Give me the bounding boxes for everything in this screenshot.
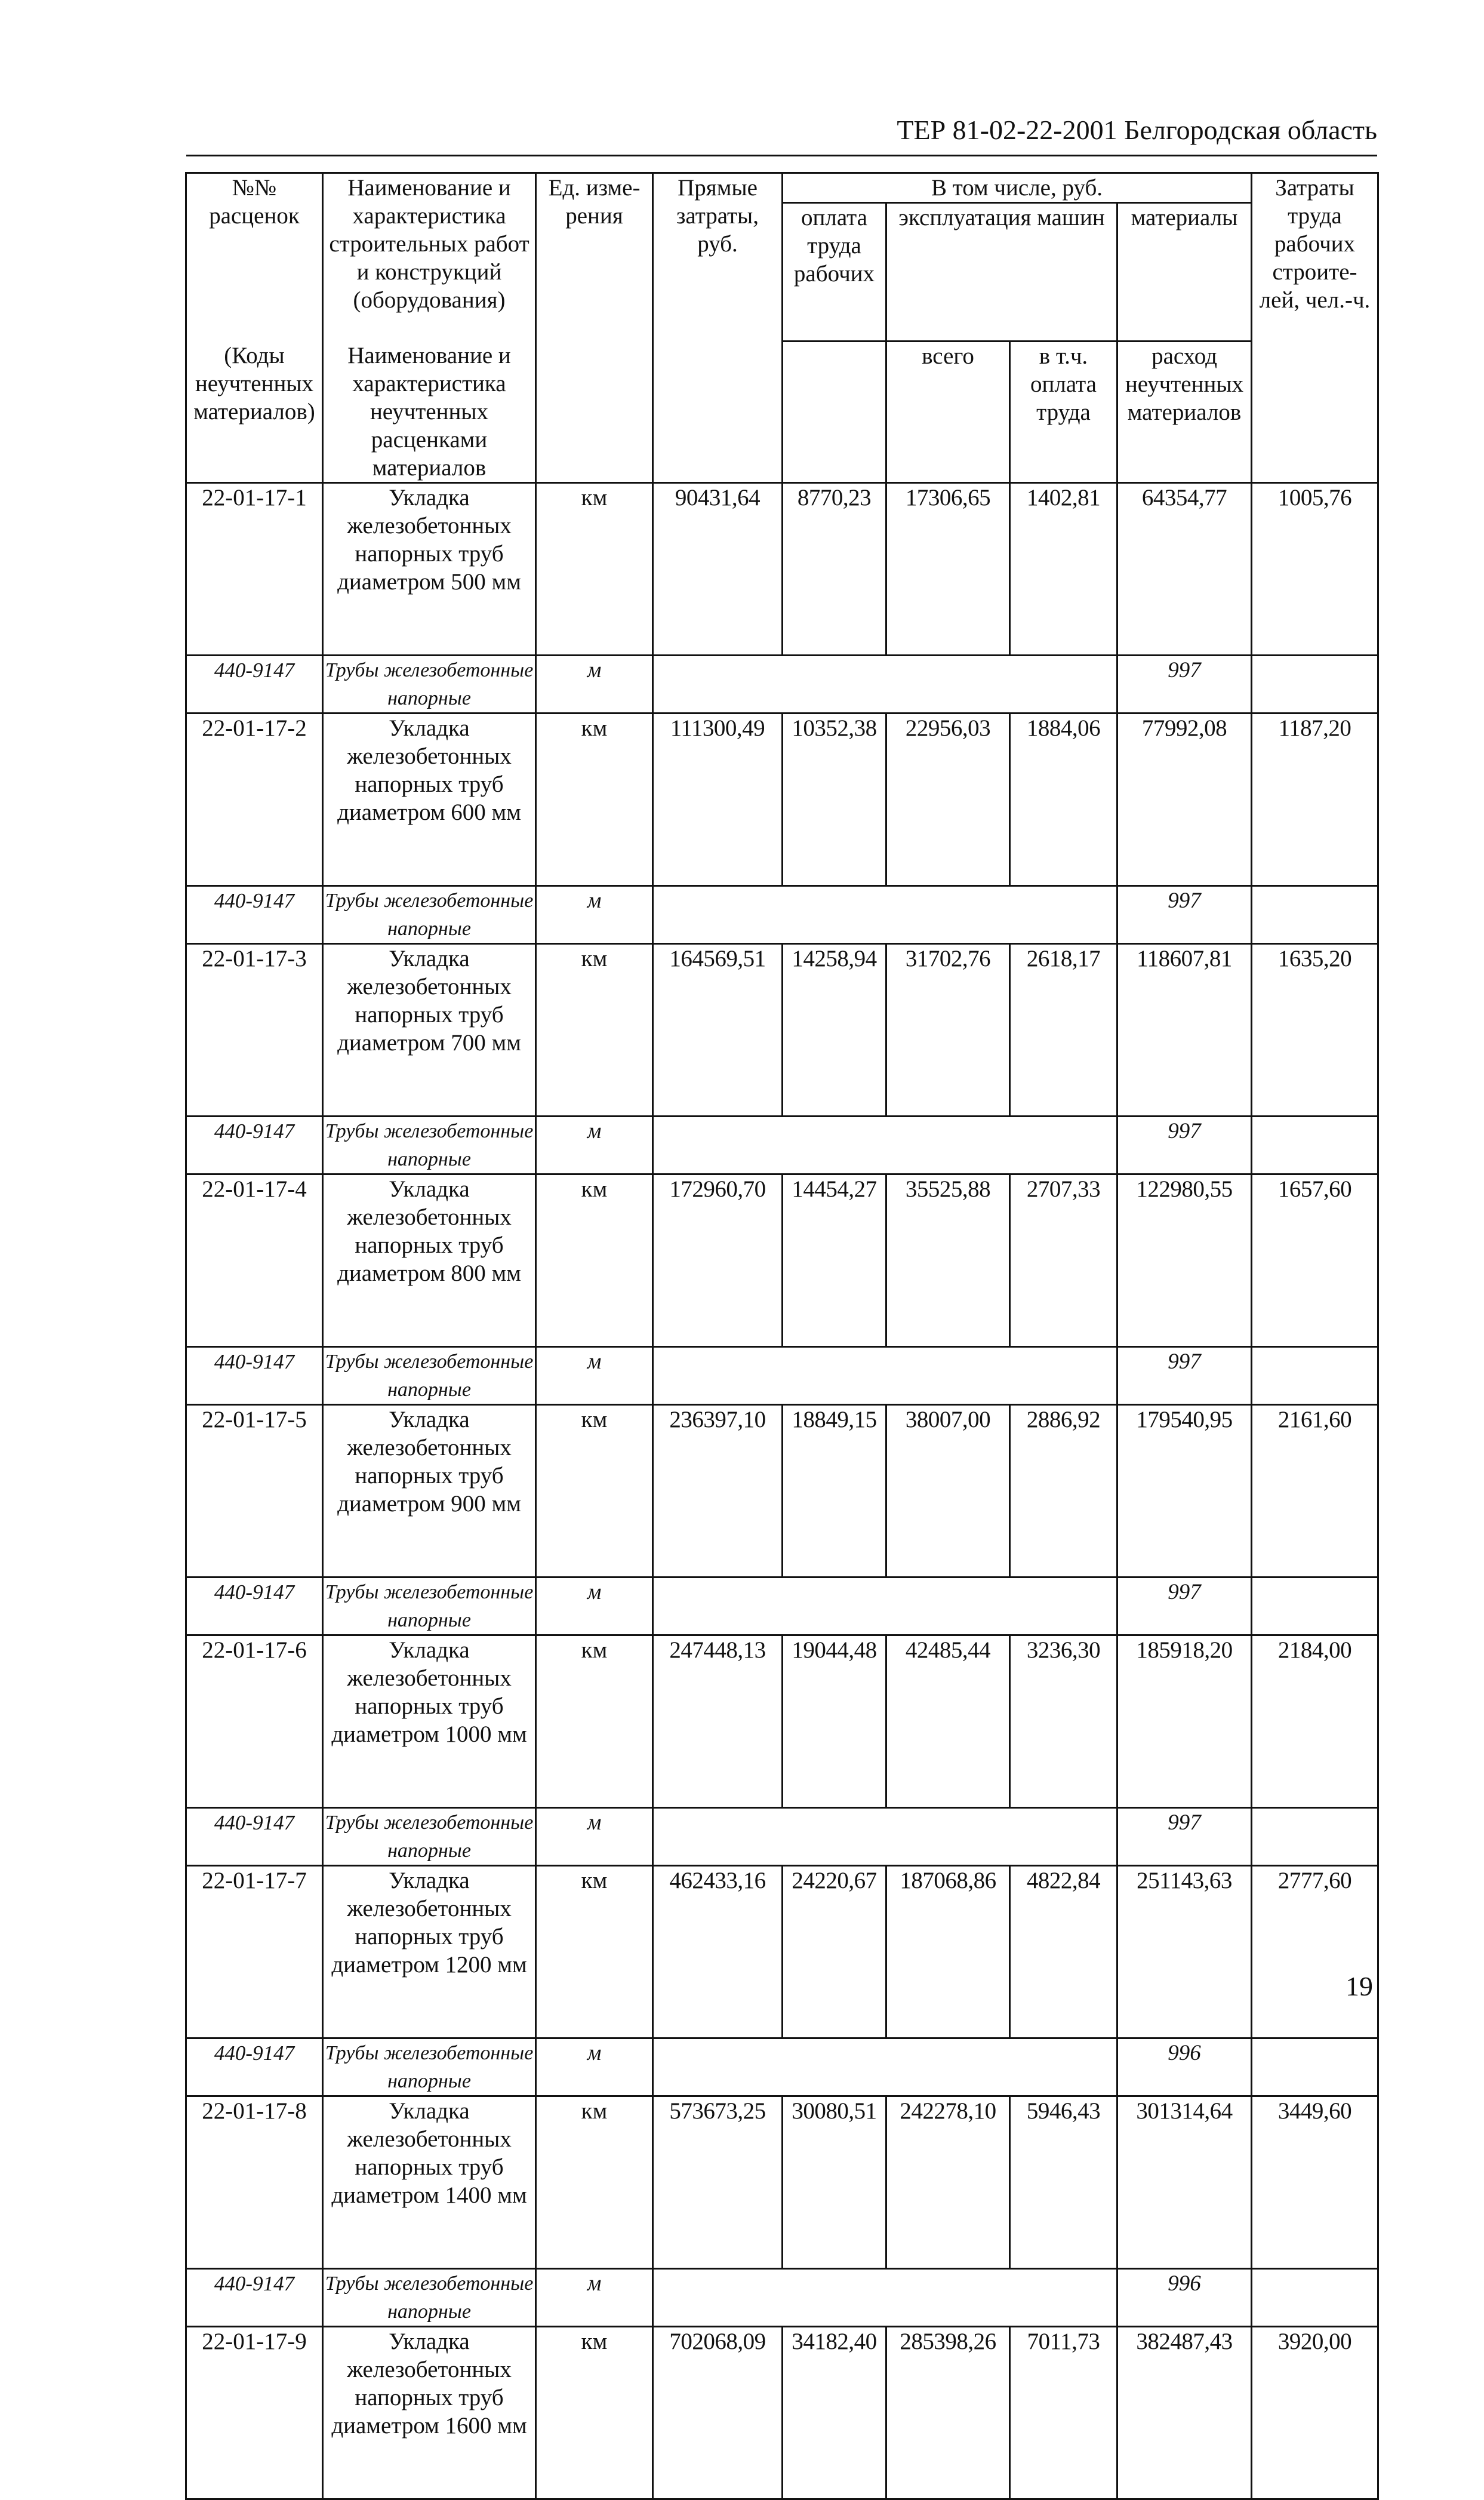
material-row <box>186 2268 1378 2326</box>
machines-wages-cell: 2886,92 <box>1010 1404 1117 1577</box>
material-unit-cell: м <box>536 655 653 713</box>
material-labor-blank-cell <box>1252 2268 1378 2326</box>
material-labor-blank-cell <box>1252 1807 1378 1865</box>
material-unit-cell: м <box>536 1346 653 1404</box>
col-header-labor: Затраты труда рабочих строите-лей, чел.-ч. <box>1252 173 1378 483</box>
material-qty-cell: 996 <box>1117 2038 1252 2096</box>
work-name-cell: Укладка железобетонных напорных труб диаметром 1000 мм <box>323 1635 536 1807</box>
material-labor-blank-cell <box>1252 885 1378 943</box>
materials-cell: 251143,63 <box>1117 1865 1252 2038</box>
unit-cell: км <box>536 2096 653 2268</box>
materials-cell: 64354,77 <box>1117 482 1252 655</box>
materials-cell: 185918,20 <box>1117 1635 1252 1807</box>
table-row <box>186 1174 1378 1346</box>
material-code-cell: 440-9147 <box>186 1577 323 1635</box>
wages-cell: 14258,94 <box>783 943 886 1116</box>
unit-cell: км <box>536 943 653 1116</box>
material-blank-cell <box>653 1577 1117 1635</box>
col-header-wages: оплата труда рабочих <box>783 203 886 342</box>
col-header-materials: материалы <box>1117 203 1252 342</box>
material-blank-cell <box>653 1807 1117 1865</box>
col-header-machines: эксплуатация машин <box>886 203 1117 342</box>
direct-cost-cell: 573673,25 <box>653 2096 783 2268</box>
machines-total-cell: 17306,65 <box>886 482 1010 655</box>
machines-wages-cell: 4822,84 <box>1010 1865 1117 2038</box>
material-name-cell: Трубы железобетонные напорные <box>323 1346 536 1404</box>
material-blank-cell <box>653 2038 1117 2096</box>
machines-wages-cell: 1884,06 <box>1010 713 1117 885</box>
material-unit-cell: м <box>536 2038 653 2096</box>
col-header-mat-code: (Коды неучтенных материалов) <box>186 342 323 483</box>
col-header-unit: Ед. изме-рения <box>536 173 653 483</box>
work-name-cell: Укладка железобетонных напорных труб диаметром 1600 мм <box>323 2326 536 2499</box>
rate-code-cell: 22-01-17-6 <box>186 1635 323 1807</box>
table-row <box>186 1404 1378 1577</box>
table-row <box>186 1635 1378 1807</box>
labor-hours-cell: 2777,60 <box>1252 1865 1378 2038</box>
rate-code-cell: 22-01-17-3 <box>186 943 323 1116</box>
table-row <box>186 2096 1378 2268</box>
rate-code-cell: 22-01-17-7 <box>186 1865 323 2038</box>
direct-cost-cell: 462433,16 <box>653 1865 783 2038</box>
machines-wages-cell: 2618,17 <box>1010 943 1117 1116</box>
material-qty-cell: 997 <box>1117 655 1252 713</box>
col-header-code: №№ расценок <box>186 173 323 342</box>
material-name-cell: Трубы железобетонные напорные <box>323 1116 536 1174</box>
machines-wages-cell: 3236,30 <box>1010 1635 1117 1807</box>
material-unit-cell: м <box>536 1116 653 1174</box>
rate-code-cell: 22-01-17-2 <box>186 713 323 885</box>
material-blank-cell <box>653 885 1117 943</box>
unit-cell: км <box>536 713 653 885</box>
direct-cost-cell: 164569,51 <box>653 943 783 1116</box>
material-labor-blank-cell <box>1252 655 1378 713</box>
work-name-cell: Укладка железобетонных напорных труб диаметром 900 мм <box>323 1404 536 1577</box>
material-row <box>186 885 1378 943</box>
rate-code-cell: 22-01-17-9 <box>186 2326 323 2499</box>
rate-code-cell: 22-01-17-8 <box>186 2096 323 2268</box>
direct-cost-cell: 172960,70 <box>653 1174 783 1346</box>
material-name-cell: Трубы железобетонные напорные <box>323 2268 536 2326</box>
material-row <box>186 655 1378 713</box>
col-header-group: В том числе, руб. <box>783 173 1252 203</box>
machines-wages-cell: 1402,81 <box>1010 482 1117 655</box>
table-row <box>186 482 1378 655</box>
labor-hours-cell: 3449,60 <box>1252 2096 1378 2268</box>
material-name-cell: Трубы железобетонные напорные <box>323 1577 536 1635</box>
material-blank-cell <box>653 1116 1117 1174</box>
materials-cell: 382487,43 <box>1117 2326 1252 2499</box>
material-unit-cell: м <box>536 1577 653 1635</box>
materials-cell: 301314,64 <box>1117 2096 1252 2268</box>
material-unit-cell: м <box>536 885 653 943</box>
machines-total-cell: 242278,10 <box>886 2096 1010 2268</box>
direct-cost-cell: 247448,13 <box>653 1635 783 1807</box>
material-labor-blank-cell <box>1252 1116 1378 1174</box>
material-unit-cell: м <box>536 1807 653 1865</box>
material-qty-cell: 997 <box>1117 1116 1252 1174</box>
table-row <box>186 2326 1378 2499</box>
machines-total-cell: 187068,86 <box>886 1865 1010 2038</box>
machines-total-cell: 38007,00 <box>886 1404 1010 1577</box>
direct-cost-cell: 236397,10 <box>653 1404 783 1577</box>
unit-cell: км <box>536 482 653 655</box>
material-row <box>186 1577 1378 1635</box>
page-number: 19 <box>1346 1971 1373 2001</box>
material-name-cell: Трубы железобетонные напорные <box>323 1807 536 1865</box>
labor-hours-cell: 1187,20 <box>1252 713 1378 885</box>
material-qty-cell: 997 <box>1117 1807 1252 1865</box>
material-blank-cell <box>653 1346 1117 1404</box>
material-labor-blank-cell <box>1252 1346 1378 1404</box>
wages-cell: 8770,23 <box>783 482 886 655</box>
material-row <box>186 1116 1378 1174</box>
materials-cell: 118607,81 <box>1117 943 1252 1116</box>
work-name-cell: Укладка железобетонных напорных труб диаметром 500 мм <box>323 482 536 655</box>
materials-cell: 122980,55 <box>1117 1174 1252 1346</box>
material-row <box>186 1346 1378 1404</box>
machines-wages-cell: 2707,33 <box>1010 1174 1117 1346</box>
material-blank-cell <box>653 2268 1117 2326</box>
machines-total-cell: 22956,03 <box>886 713 1010 885</box>
labor-hours-cell: 1635,20 <box>1252 943 1378 1116</box>
labor-hours-cell: 1657,60 <box>1252 1174 1378 1346</box>
rate-code-cell: 22-01-17-4 <box>186 1174 323 1346</box>
materials-cell: 179540,95 <box>1117 1404 1252 1577</box>
material-qty-cell: 997 <box>1117 1577 1252 1635</box>
direct-cost-cell: 702068,09 <box>653 2326 783 2499</box>
materials-cell: 77992,08 <box>1117 713 1252 885</box>
material-blank-cell <box>653 655 1117 713</box>
col-header-machines-wages: в т.ч. оплата труда <box>1010 342 1117 483</box>
unit-cell: км <box>536 1174 653 1346</box>
wages-cell: 24220,67 <box>783 1865 886 2038</box>
unit-cell: км <box>536 1865 653 2038</box>
material-labor-blank-cell <box>1252 1577 1378 1635</box>
rate-code-cell: 22-01-17-5 <box>186 1404 323 1577</box>
wages-cell: 18849,15 <box>783 1404 886 1577</box>
wages-cell: 34182,40 <box>783 2326 886 2499</box>
material-code-cell: 440-9147 <box>186 2038 323 2096</box>
machines-wages-cell: 5946,43 <box>1010 2096 1117 2268</box>
col-header-wages-cont <box>783 342 886 483</box>
work-name-cell: Укладка железобетонных напорных труб диаметром 1200 мм <box>323 1865 536 2038</box>
direct-cost-cell: 90431,64 <box>653 482 783 655</box>
work-name-cell: Укладка железобетонных напорных труб диаметром 600 мм <box>323 713 536 885</box>
material-qty-cell: 996 <box>1117 2268 1252 2326</box>
material-code-cell: 440-9147 <box>186 885 323 943</box>
labor-hours-cell: 1005,76 <box>1252 482 1378 655</box>
col-header-machines-total: всего <box>886 342 1010 483</box>
material-row <box>186 2038 1378 2096</box>
wages-cell: 10352,38 <box>783 713 886 885</box>
work-name-cell: Укладка железобетонных напорных труб диаметром 700 мм <box>323 943 536 1116</box>
labor-hours-cell: 2161,60 <box>1252 1404 1378 1577</box>
material-code-cell: 440-9147 <box>186 655 323 713</box>
material-qty-cell: 997 <box>1117 1346 1252 1404</box>
wages-cell: 14454,27 <box>783 1174 886 1346</box>
document-title: ТЕР 81-02-22-2001 Белгородская область <box>897 115 1377 145</box>
rates-table <box>185 172 1379 2500</box>
col-header-mat-name: Наименование и характеристика неучтенных расценками материалов <box>323 342 536 483</box>
machines-wages-cell: 7011,73 <box>1010 2326 1117 2499</box>
work-name-cell: Укладка железобетонных напорных труб диаметром 800 мм <box>323 1174 536 1346</box>
material-row <box>186 1807 1378 1865</box>
material-labor-blank-cell <box>1252 2038 1378 2096</box>
table-row <box>186 713 1378 885</box>
wages-cell: 30080,51 <box>783 2096 886 2268</box>
labor-hours-cell: 3920,00 <box>1252 2326 1378 2499</box>
material-name-cell: Трубы железобетонные напорные <box>323 2038 536 2096</box>
direct-cost-cell: 111300,49 <box>653 713 783 885</box>
rate-code-cell: 22-01-17-1 <box>186 482 323 655</box>
machines-total-cell: 285398,26 <box>886 2326 1010 2499</box>
unit-cell: км <box>536 2326 653 2499</box>
material-code-cell: 440-9147 <box>186 2268 323 2326</box>
labor-hours-cell: 2184,00 <box>1252 1635 1378 1807</box>
col-header-name: Наименование и характеристика строительных работ и конструкций (оборудования) <box>323 173 536 342</box>
wages-cell: 19044,48 <box>783 1635 886 1807</box>
table-row <box>186 943 1378 1116</box>
material-name-cell: Трубы железобетонные напорные <box>323 885 536 943</box>
material-qty-cell: 997 <box>1117 885 1252 943</box>
material-unit-cell: м <box>536 2268 653 2326</box>
machines-total-cell: 42485,44 <box>886 1635 1010 1807</box>
page-header <box>186 106 1377 156</box>
machines-total-cell: 31702,76 <box>886 943 1010 1116</box>
unit-cell: км <box>536 1635 653 1807</box>
work-name-cell: Укладка железобетонных напорных труб диаметром 1400 мм <box>323 2096 536 2268</box>
material-name-cell: Трубы железобетонные напорные <box>323 655 536 713</box>
material-code-cell: 440-9147 <box>186 1346 323 1404</box>
unit-cell: км <box>536 1404 653 1577</box>
col-header-direct: Прямые затраты, руб. <box>653 173 783 483</box>
material-code-cell: 440-9147 <box>186 1116 323 1174</box>
table-row <box>186 1865 1378 2038</box>
material-code-cell: 440-9147 <box>186 1807 323 1865</box>
col-header-mat-usage: расход неучтенных материалов <box>1117 342 1252 483</box>
machines-total-cell: 35525,88 <box>886 1174 1010 1346</box>
